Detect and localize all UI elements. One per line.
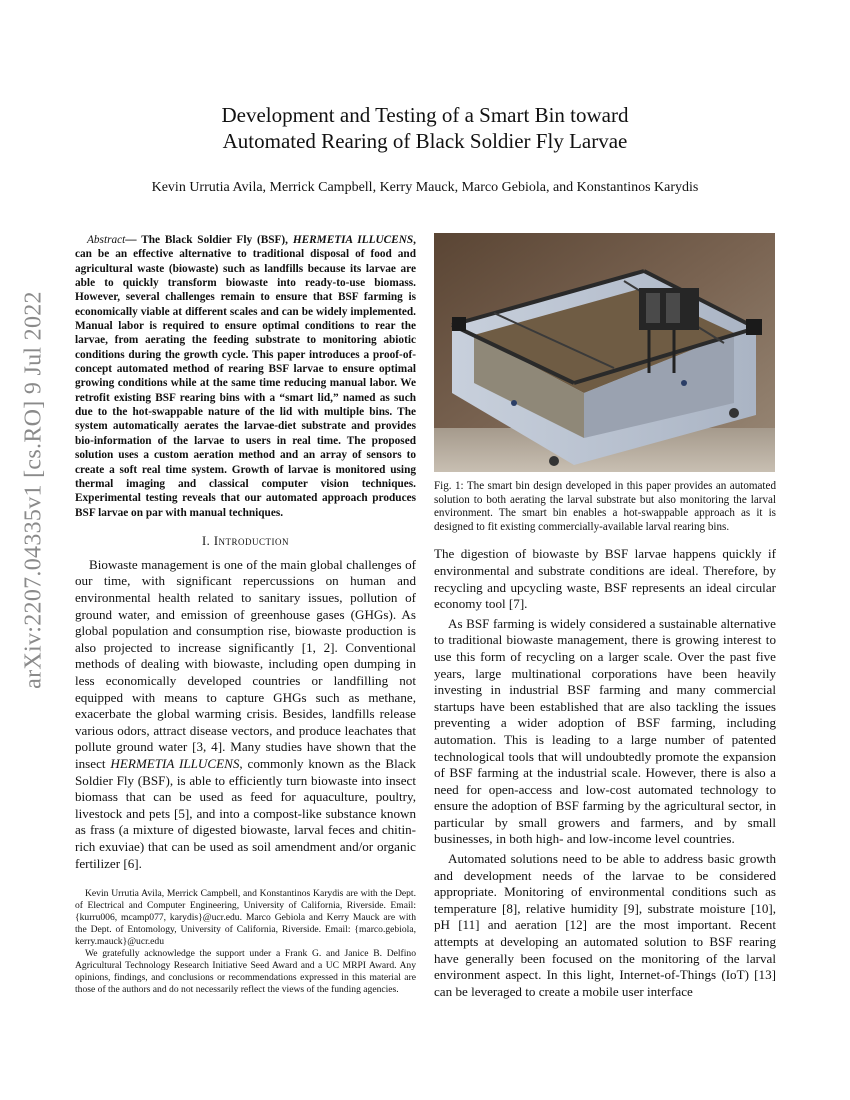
figure-caption: Fig. 1: The smart bin design developed in this paper provides an automated solution to both aerating the larval substrate but also monitoring the larval environment. The smart bin enables a hot-swappable approach as it is designed to fit existing commercially-available larval rearing bins.: [434, 480, 776, 533]
footnote-affiliations: Kevin Urrutia Avila, Merrick Campbell, and Konstantinos Karydis are with the Dept. of Electrical and Computer Engineering, University of California, Riverside. Email: {kurru006, mcamp077, karydis}@ucr.edu. Marco Gebiola and Kerry Mauck are with the Dept. of Entomology, University of California, Riverside. Email: {marco.gebiola, kerry.mauck}@ucr.edu: [75, 888, 416, 948]
arxiv-identifier: [14, 291, 54, 689]
section-heading-introduction: [75, 534, 416, 549]
author-list: Kevin Urrutia Avila, Merrick Campbell, Kerry Mauck, Marco Gebiola, and Konstantinos Karydis: [151, 180, 699, 195]
intro-species: HERMETIA ILLUCENS: [110, 756, 240, 771]
right-paragraph-1: The digestion of biowaste by BSF larvae happens quickly if environmental and substrate conditions are ideal. Therefore, by recycling and upcycling waste, BSF represents an ideal circular economy tool [7].: [434, 546, 776, 612]
abstract-text-1: The Black Soldier Fly (BSF),: [141, 234, 293, 246]
abstract-species: HERMETIA ILLUCENS: [292, 234, 414, 246]
section-number: I.: [201, 533, 214, 548]
abstract-lead: Abstract: [87, 234, 126, 246]
intro-paragraph-1: [75, 557, 416, 872]
right-paragraph-3: Automated solutions need to be able to address basic growth and development needs of the larvae to be considered appropriate. Monitoring of environmental conditions such as temperature [8], relative humidity [9], substrate moisture [10], pH [11] and aeration [12] are the most important. Recent attempts at developing an automated solution to BSF rearing have generally been focused on the monitoring of the larval environment aspect. In this light, Internet-of-Things (IoT) [13] can be leveraged to create a mobile user interface: [434, 851, 776, 999]
arxiv-identifier-text: arXiv:2207.04335v1 [cs.RO] 9 Jul 2022: [20, 291, 47, 689]
smart-bin-photo-icon: [434, 233, 775, 472]
abstract: [75, 233, 416, 520]
figure-smart-bin-photo: [434, 233, 775, 472]
right-column: [434, 233, 776, 1000]
footnote-funding: We gratefully acknowledge the support under a Frank G. and Janice B. Delfino Agricultural Technology Research Initiative Seed Award and a UC MRPI Award. Any opinions, findings, and conclusions or recommendations expressed in this material are those of the authors and do not necessarily reflect the views of the funding agencies.: [75, 948, 416, 996]
intro-paragraph-1-text-b: , commonly known as the Black Soldier Fly (BSF), is able to efficiently turn biowaste into insect biomass that can be used as feed for aquaculture, poultry, livestock and pets [5], and into a compost-like substance known as frass (a mixture of digested biowaste, larval feces and chitin-rich exuviae) that can be used as soil amendment and/or organic fertilizer [6].: [75, 756, 416, 871]
intro-paragraph-1-text-a: Biowaste management is one of the main global challenges of our time, with significant repercussions on human and environmental health related to sanitary issues, pollution of ground water, and emission of greenhouse gases (GHGs). As global population and consumption rise, biowaste production is also projected to increase significantly [1, 2]. Conventional methods of dealing with biowaste, including open dumping in less economically developed countries or landfilling not equipped with means to capture GHGs such as methane, exacerbate the global warming crisis. Besides, landfills release various odors, attract disease vectors, and produce leachates that pollute ground water [3, 4]. Many studies have shown that the insect: [75, 556, 416, 771]
paper-title-line-2: Automated Rearing of Black Soldier Fly Larvae: [222, 129, 628, 153]
paper-title-line-1: Development and Testing of a Smart Bin toward: [221, 103, 629, 127]
abstract-text-2: , can be an effective alternative to traditional disposal of food and agricultural waste (biowaste) such as landfills because its larvae are able to quickly transform biowaste into ready-to-use biomass. However, several challenges remain to ensure that BSF farming is economically viable at different scales and can be widely implemented. Manual labor is required to ensure optimal conditions to rear the larvae, from aerating the feeding substrate to monitoring abiotic conditions during the growth cycle. This paper introduces a proof-of-concept automated method of rearing BSF larvae to ensure optimal growing conditions while at the same time reducing manual labor. We retrofit existing BSF rearing bins with a “smart lid,” named as such due to the hot-swappable nature of the lid with multiple bins. The system automatically aerates the larvae-diet substrate and provides bio-information of the larvae to users in real time. The proposed solution uses a custom aeration method and an array of sensors to create a soft real time system. Growth of larvae is monitored using thermal imaging and classical computer vision techniques. Experimental testing reveals that our automated approach produces BSF larvae on par with manual techniques.: [75, 234, 416, 519]
abstract-dash: —: [125, 234, 142, 246]
right-paragraph-2: As BSF farming is widely considered a sustainable alternative to traditional biowaste management, there is growing interest to use this form of recycling on a larger scale. Over the past five years, large multinational corporations have been heavily investing in industrial BSF farming and many commercial startups have been established that are also tackling the issues preventing a wider adoption of BSF farming, including automation. This is leading to a large number of patented technological tools that will undoubtedly promote the expansion of BSF farming at the industrial scale. However, there is also a need for open-access and low-cost automated technology to ensure the adoption of BSF farming by the agricultural sector, in particular by small growers and farmers, and by small businesses, in both high- and low-income level countries.: [434, 615, 776, 847]
paper-title: [0, 102, 850, 154]
section-title: Introduction: [213, 533, 290, 548]
left-column: [75, 233, 416, 996]
